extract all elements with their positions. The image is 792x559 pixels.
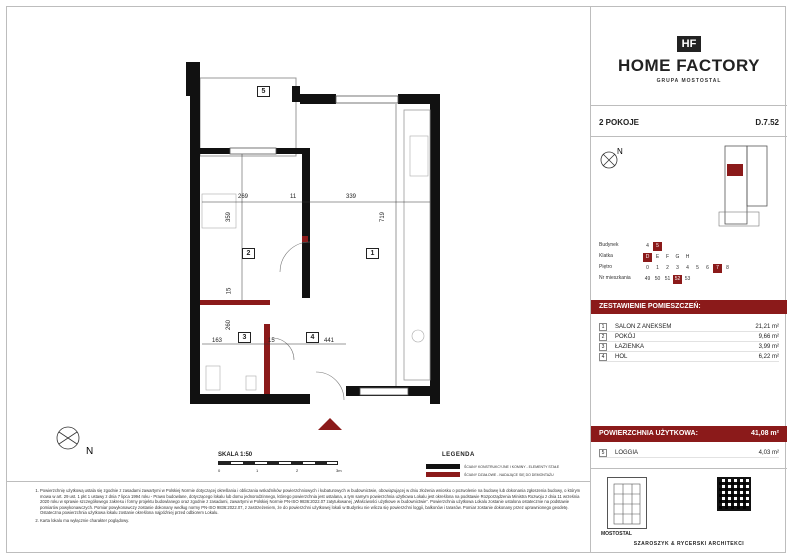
room-label-5: 5 <box>257 86 270 97</box>
label-pietro: Piętro <box>599 264 613 270</box>
budynek-5: 5 <box>653 242 662 251</box>
label-budynek: Budynek <box>599 242 619 248</box>
logo-subtitle: GRUPA MOSTOSTAL <box>656 78 722 84</box>
floor-plan-drawing <box>6 6 590 481</box>
nr-51: 51 <box>664 276 671 282</box>
footnote-2: 2. Karta lokalu ma wyłącznie charakter poglądowy. <box>40 518 582 524</box>
dim-719: 719 <box>380 211 387 223</box>
apartment-number: D.7.52 <box>755 118 779 127</box>
usable-area-label: POWIERZCHNIA UŻYTKOWA: <box>599 430 698 437</box>
logo-mark: HF <box>677 36 701 52</box>
pietro-6: 6 <box>706 265 709 271</box>
shower <box>206 366 220 390</box>
dim-11: 11 <box>290 194 297 200</box>
compass-n: N <box>86 446 94 457</box>
klatka-d: D <box>643 253 652 262</box>
info-panel <box>590 6 786 553</box>
entry-arrow-icon <box>318 418 342 430</box>
nr-49: 49 <box>644 276 651 282</box>
hob <box>410 136 428 176</box>
klatka-f: F <box>665 254 670 260</box>
footnotes <box>6 481 590 553</box>
room-row: 1 SALON Z ANEKSEM 21,21 m² <box>599 322 779 332</box>
scale-bar <box>218 461 338 465</box>
room-row: 3 ŁAZIENKA 3,99 m² <box>599 342 779 352</box>
dim-339: 339 <box>346 194 357 200</box>
dim-15b: 15 <box>268 338 275 344</box>
building-icon <box>608 478 646 528</box>
legend-partition: ŚCIANY DZIAŁOWE - NADAJĄCE SIĘ DO DEMONTAŻU <box>464 473 554 477</box>
usable-area-header <box>591 426 787 442</box>
legend-swatch-structural <box>426 464 460 469</box>
pietro-5: 5 <box>696 265 699 271</box>
label-klatka: Klatka <box>599 253 613 259</box>
logo-title: HOME FACTORY <box>617 56 760 75</box>
pietro-0: 0 <box>646 265 649 271</box>
partner-logos <box>591 468 787 553</box>
pietro-8: 8 <box>726 265 729 271</box>
legend-structural: ŚCIANY KONSTRUKCYJNE I KOMINY - ELEMENTY STAŁE <box>464 465 560 469</box>
pietro-1: 1 <box>656 265 659 271</box>
dim-269: 269 <box>238 194 249 200</box>
compass-small-icon <box>599 146 627 174</box>
dim-359: 359 <box>226 211 233 223</box>
toilet <box>246 376 256 390</box>
pietro-7: 7 <box>713 264 722 273</box>
floor-plan: N 5 1 2 3 4 269 11 339 359 719 15 260 163 15 441 SKALA 1:50 0 1 2 3m LEGENDA ŚCIANY KONSTRUKCYJNE I KOMINY - ELEMENTY STAŁE ŚCIANY DZIAŁOWE - NADAJĄCE SIĘ DO DEMONTAŻU <box>6 6 590 481</box>
rooms-title: ZESTAWIENIE POMIESZCZEŃ: <box>591 300 787 314</box>
svg-text:N: N <box>617 147 623 156</box>
structural-walls <box>186 62 440 404</box>
architects: SZAROSZYK & RYCERSKI ARCHITEKCI <box>633 541 745 547</box>
dim-163: 163 <box>212 338 223 344</box>
pietro-3: 3 <box>676 265 679 271</box>
mostostal-label: MOSTOSTAL <box>601 531 632 537</box>
mostostal-logo <box>607 477 647 529</box>
room-label-2: 2 <box>242 248 255 259</box>
label-nr: Nr mieszkania <box>599 275 631 281</box>
footnote-1: 1. Powierzchnię użytkową ustala się zgodnie z zasadami zawartymi w Polskiej Normie dotyczącej określania i obliczania wskaźników powierzchniowych i kubaturowych w budownictwie, obowiązującej w dniu złożenia wniosku o pozwolenie na budowę lub dokonania zgłoszenia budowy, o którym mowa w art. 29 ust. 1 pkt 1 ustawy z dnia 7 lipca 1994 roku - Prawo budowlane, dotyczącego lokalu lub domu jednorodzinnego, którego powierzchnia jest ustalana, a tym samym powierzchnia użytkowa Lokalu jest określona na podstawie Rozporządzenia Ministra Rozwoju z dnia 11 września 2020 roku w sprawie szczegółowego zakresu i formy projektu budowlanego oraz zgodnie z zasadami, zawartymi w Polskiej Normie PN-ISO 9836:2022.07 zatytułowanej „Właściwości użytkowe w budownictwie”. Powierzchnia użytkowa Lokalu zostanie ustalona ostatecznie na podstawie pomiarów powykonawczych. Pomiar powykonawczy zostanie dokonany według normy PN-ISO 9836:2022.07, z zastrzeżeniem, że do powierzchni użytkowej lokali w Budynku nie wlicza się powierzchni loggii, balkonów i tarasów. Pomiar zostanie dokonany przez uprawnionego geodetę. Ostateczna powierzchnia użytkowa lokalu zostanie określona najpóźniej przed odbiorem Lokalu. <box>40 488 582 516</box>
partition-walls <box>200 236 308 394</box>
windows <box>230 96 408 395</box>
room-label-4: 4 <box>306 332 319 343</box>
legend-title: LEGENDA <box>442 452 475 458</box>
room-row: 2 POKÓJ 9,66 m² <box>599 332 779 342</box>
usable-area-value: 41,08 m² <box>750 430 779 437</box>
nr-53: 53 <box>684 276 691 282</box>
divider <box>591 136 787 137</box>
rooms-list <box>599 322 779 362</box>
room-label-1: 1 <box>366 248 379 259</box>
dim-441: 441 <box>324 338 335 344</box>
pietro-4: 4 <box>686 265 689 271</box>
loggia-outline <box>200 78 296 156</box>
qr-code[interactable] <box>717 477 751 511</box>
key-plan <box>717 142 779 230</box>
logo-block <box>591 6 787 106</box>
nr-50: 50 <box>654 276 661 282</box>
klatka-h: H <box>685 254 690 260</box>
nr-52: 52 <box>674 276 681 282</box>
room-row: 4 HOL 6,22 m² <box>599 352 779 362</box>
dim-15a: 15 <box>226 287 233 295</box>
dim-260: 260 <box>226 319 233 331</box>
budynek-4: 4 <box>646 243 649 249</box>
loggia-row: 5 LOGGIA 4,03 m² <box>599 448 779 458</box>
klatka-g: G <box>675 254 680 260</box>
apartment-type: 2 POKOJE <box>599 118 640 127</box>
sink <box>412 330 424 342</box>
pietro-2: 2 <box>666 265 669 271</box>
scale-label: SKALA 1:50 <box>218 452 253 458</box>
kitchen-counter <box>404 110 430 380</box>
klatka-e: E <box>655 254 660 260</box>
apartment-header <box>599 118 779 130</box>
entrance-door <box>316 372 344 400</box>
legend-swatch-partition <box>426 472 460 477</box>
room-label-3: 3 <box>238 332 251 343</box>
door-bath <box>272 338 294 360</box>
